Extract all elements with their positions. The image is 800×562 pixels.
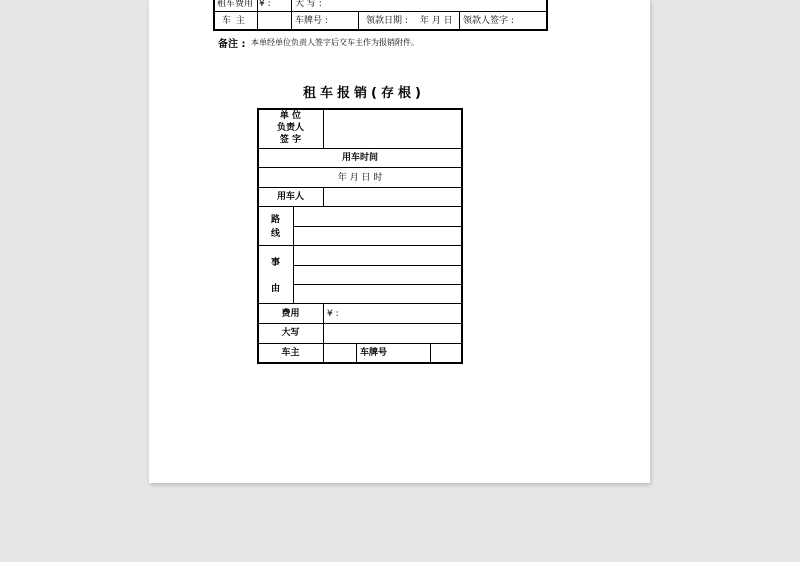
note-label: 备注 : <box>218 39 246 50</box>
note-text: 本单经单位负责人签字后交车主作为报销附件。 <box>251 38 419 47</box>
top-receiver-sign-label: 领款人签字 : <box>463 16 514 26</box>
stub-date-label: 年 月 日 时 <box>337 173 383 183</box>
stub-amount-caps-label: 大写 <box>281 328 300 338</box>
stub-unit-head-label-2: 负责人 <box>276 123 304 133</box>
top-fee-value: ¥ : <box>259 0 271 9</box>
stub-route-label-2: 线 <box>270 229 280 239</box>
top-date-placeholder: 年 月 日 <box>420 16 453 26</box>
stub-user-label: 用车人 <box>276 192 304 202</box>
stub-plate-label: 车牌号 <box>360 348 388 358</box>
stub-fee-value: ¥ : <box>327 309 339 319</box>
top-fee-label: 租车费用 <box>217 0 254 9</box>
stub-owner-label: 车主 <box>281 348 300 358</box>
stub-fee-label: 费用 <box>281 309 300 319</box>
stub-use-time-label: 用车时间 <box>341 153 378 163</box>
stub-reason-label-1: 事 <box>270 258 280 268</box>
stub-title: 租车报销(存根) <box>303 86 425 101</box>
stub-route-label-1: 路 <box>270 215 280 225</box>
top-plate-label: 车牌号 : <box>295 16 328 26</box>
stub-reason-label-2: 由 <box>270 284 280 294</box>
top-amount-caps-label: 大 写 : <box>295 0 322 9</box>
stub-unit-head-label-3: 签 字 <box>279 135 302 145</box>
top-receive-date-label: 领款日期 : <box>366 16 408 26</box>
top-owner-label: 车 主 <box>222 16 246 26</box>
stub-unit-head-label-1: 单 位 <box>279 111 302 121</box>
